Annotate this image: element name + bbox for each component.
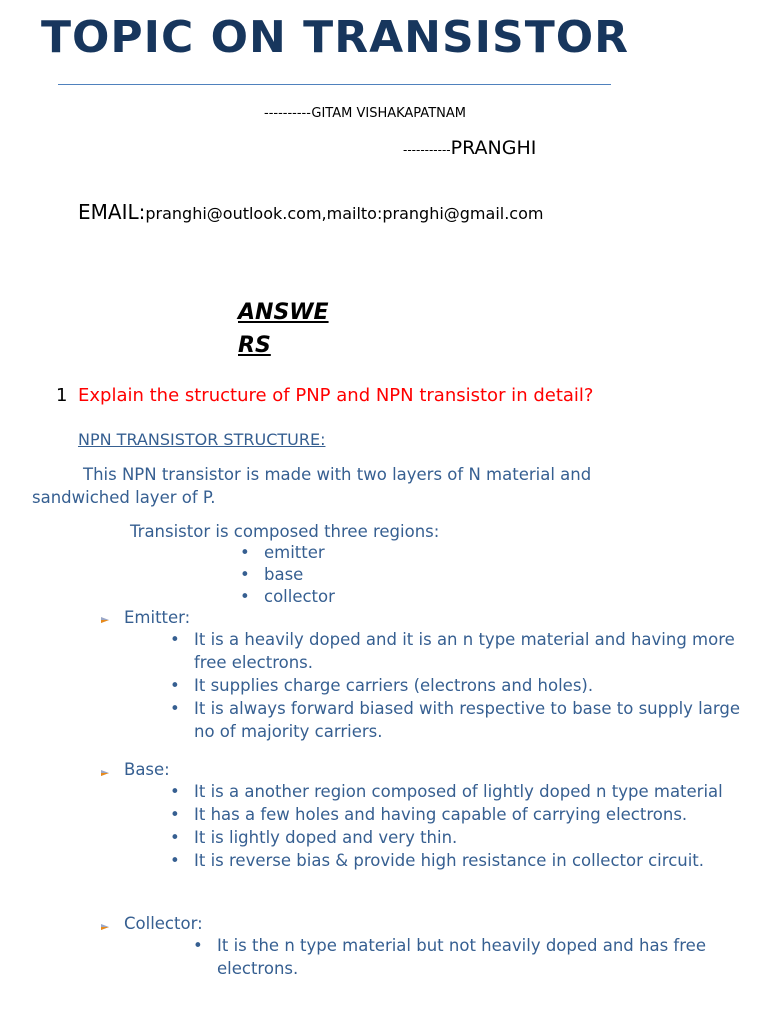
author-line [403,137,536,159]
region-label: collector [264,587,335,606]
emitter-title: Emitter: [124,608,191,627]
list-item [170,628,750,674]
region-label: base [264,565,304,584]
arrow-bullet-icon [100,768,110,778]
list-item [170,849,750,872]
point-text: It is a heavily doped and it is an n type material and having more free electrons. [194,630,735,672]
question-number: 1 [56,385,68,406]
bullet-icon: • [240,565,250,584]
document-title: TOPIC ON TRANSISTOR [40,12,629,63]
title-wrapper [0,6,768,86]
list-item [240,586,335,608]
base-title: Base: [124,760,170,779]
list-item [170,803,750,826]
point-text: It is a another region composed of lightly doped n type material [194,782,723,801]
answers-heading: ANSWERS [238,300,329,358]
bullet-icon: • [170,676,180,695]
collector-points [193,934,733,980]
bullet-icon: • [170,630,180,649]
institute-line: ----------GITAM VISHAKAPATNAM [264,106,466,121]
npn-intro-paragraph: This NPN transistor is made with two layers of N material and sandwiched layer of P. [32,465,592,507]
bullet-icon: • [240,587,250,606]
bullet-icon: • [170,828,180,847]
bullet-icon: • [170,851,180,870]
email-line [78,200,543,224]
arrow-bullet-icon [100,922,110,932]
regions-lead-text: Transistor is composed three regions: [130,522,440,541]
point-text: It is reverse bias & provide high resistance in collector circuit. [194,851,705,870]
point-text: It is lightly doped and very thin. [194,828,458,847]
base-points [170,780,750,872]
list-item [170,674,750,697]
list-item [240,564,335,586]
point-text: It has a few holes and having capable of carrying electrons. [194,805,688,824]
title-underline [58,84,611,85]
bullet-icon: • [240,543,250,562]
list-item [193,934,733,980]
author-name: PRANGHI [450,137,537,159]
author-prefix: ----------- [403,143,451,157]
bullet-icon: • [170,699,180,718]
point-text: It is always forward biased with respective to base to supply large no of majority carriers. [194,699,740,741]
email-address[interactable]: pranghi@outlook.com,mailto:pranghi@gmail.com [145,204,544,223]
npn-structure-heading: NPN TRANSISTOR STRUCTURE: [78,430,326,449]
point-text: It is the n type material but not heavily doped and has free electrons. [217,936,706,978]
list-item [170,826,750,849]
email-label: EMAIL: [78,200,146,224]
list-item [170,697,750,743]
bullet-icon: • [170,805,180,824]
list-item [170,780,750,803]
arrow-bullet-icon [100,615,110,625]
collector-title: Collector: [124,914,203,933]
regions-list [240,542,335,608]
emitter-points [170,628,750,743]
region-label: emitter [264,543,325,562]
question-text: Explain the structure of PNP and NPN transistor in detail? [78,385,594,406]
bullet-icon: • [193,936,203,955]
point-text: It supplies charge carriers (electrons and holes). [194,676,594,695]
bullet-icon: • [170,782,180,801]
list-item [240,542,335,564]
